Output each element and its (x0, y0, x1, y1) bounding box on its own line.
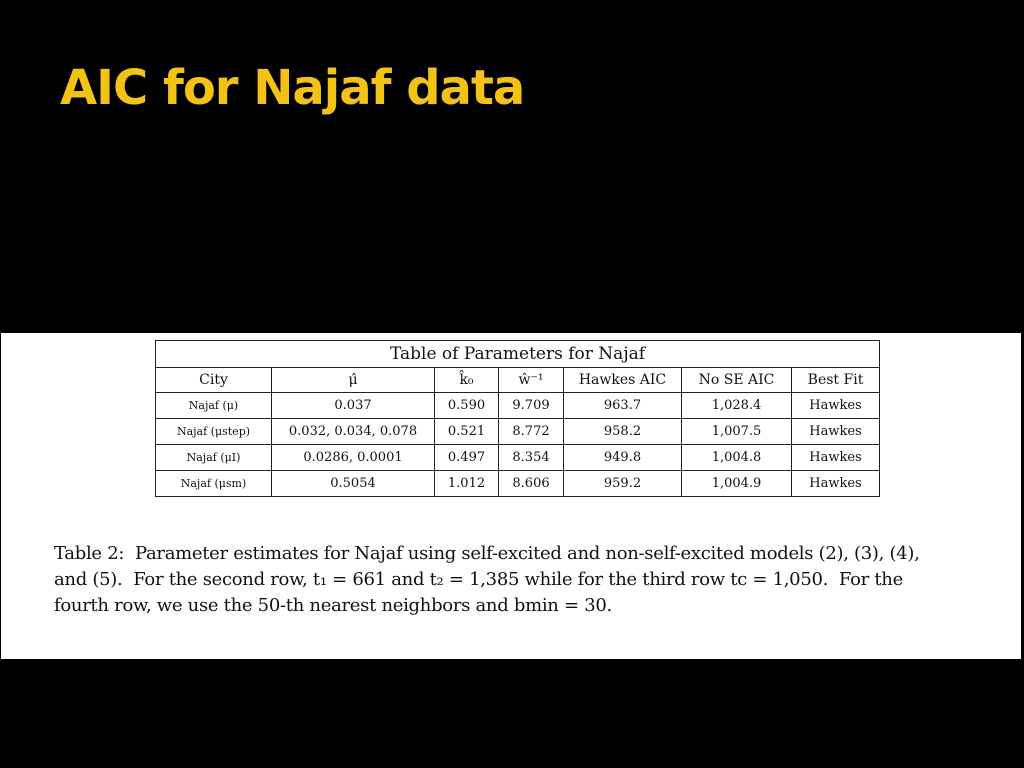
best-fit-cell: Hawkes (792, 419, 880, 445)
table-header-row (156, 368, 880, 393)
k0-cell: 1.012 (435, 471, 499, 497)
city-cell: Najaf (μsm) (156, 471, 272, 497)
table-caption-text (54, 541, 982, 619)
nose-aic-cell: 1,028.4 (682, 393, 792, 419)
mu-cell: 0.037 (272, 393, 435, 419)
table-row (156, 393, 880, 419)
table-row (156, 471, 880, 497)
column-header: City (156, 368, 272, 393)
nose-aic-cell: 1,004.9 (682, 471, 792, 497)
mu-cell: 0.0286, 0.0001 (272, 445, 435, 471)
city-cell: Najaf (μ) (156, 393, 272, 419)
table-caption: Table of Parameters for Najaf (156, 341, 880, 368)
nose-aic-cell: 1,007.5 (682, 419, 792, 445)
best-fit-cell: Hawkes (792, 471, 880, 497)
hawkes-aic-cell: 958.2 (564, 419, 682, 445)
column-header: No SE AIC (682, 368, 792, 393)
best-fit-cell: Hawkes (792, 393, 880, 419)
city-cell: Najaf (μI) (156, 445, 272, 471)
mu-cell: 0.032, 0.034, 0.078 (272, 419, 435, 445)
nose-aic-cell: 1,004.8 (682, 445, 792, 471)
table-image-panel (1, 333, 1021, 659)
parameters-table (155, 340, 880, 497)
w-cell: 9.709 (499, 393, 564, 419)
k0-cell: 0.497 (435, 445, 499, 471)
table-row (156, 445, 880, 471)
w-cell: 8.354 (499, 445, 564, 471)
column-header: μ̂ (272, 368, 435, 393)
caption-line: fourth row, we use the 50-th nearest neighbors and bmin = 30. (54, 595, 612, 616)
column-header: ŵ⁻¹ (499, 368, 564, 393)
k0-cell: 0.521 (435, 419, 499, 445)
table-row (156, 419, 880, 445)
column-header: Hawkes AIC (564, 368, 682, 393)
caption-line: Table 2: Parameter estimates for Najaf using self-excited and non-self-excited models (2), (3), (4), (54, 543, 920, 564)
k0-cell: 0.590 (435, 393, 499, 419)
column-header: k̂₀ (435, 368, 499, 393)
hawkes-aic-cell: 963.7 (564, 393, 682, 419)
best-fit-cell: Hawkes (792, 445, 880, 471)
column-header: Best Fit (792, 368, 880, 393)
mu-cell: 0.5054 (272, 471, 435, 497)
city-cell: Najaf (μstep) (156, 419, 272, 445)
slide-title: AIC for Najaf data (60, 60, 525, 116)
hawkes-aic-cell: 949.8 (564, 445, 682, 471)
w-cell: 8.606 (499, 471, 564, 497)
caption-line: and (5). For the second row, t₁ = 661 and t₂ = 1,385 while for the third row tc = 1,050. For the (54, 569, 903, 590)
w-cell: 8.772 (499, 419, 564, 445)
hawkes-aic-cell: 959.2 (564, 471, 682, 497)
